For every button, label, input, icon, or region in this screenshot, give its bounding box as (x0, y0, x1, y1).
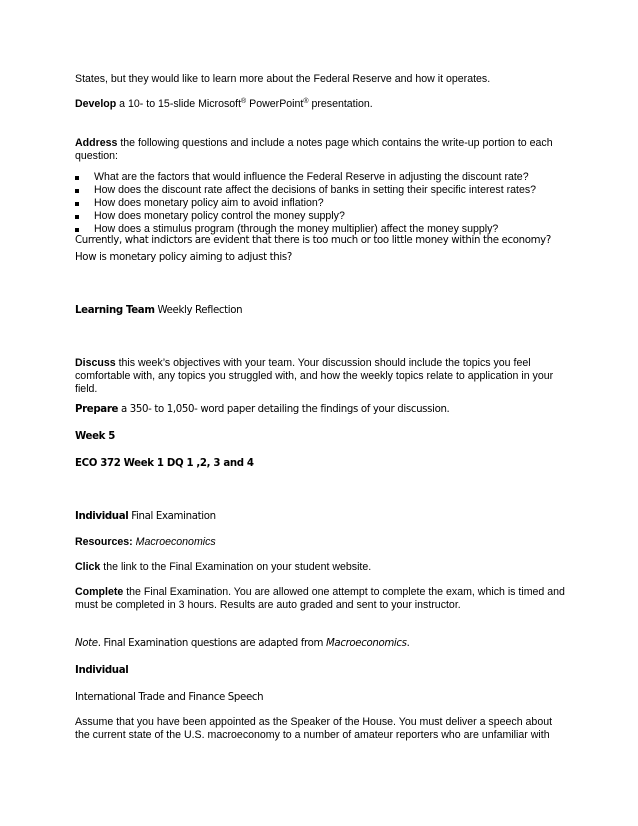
prepare-label: Prepare (75, 404, 119, 415)
intl-heading (75, 692, 263, 703)
individual-final-heading (75, 511, 216, 522)
prepare-line (75, 404, 449, 415)
individual-final-text: Final Examination (128, 511, 216, 522)
resources-book: Macroeconomics (135, 536, 216, 548)
bullet-icon (75, 228, 79, 232)
discuss-text-3: field. (75, 383, 98, 395)
currently-line (75, 235, 551, 246)
complete-line-2 (75, 599, 461, 611)
individual-text: Individual (75, 665, 129, 676)
resources-label: Resources: (75, 536, 133, 548)
discuss-line-2 (75, 370, 553, 382)
currently-text: Currently, what indictors are evident that there is too much or too little money within the economy? (75, 235, 551, 246)
howis-text: How is monetary policy aiming to adjust this? (75, 252, 292, 263)
week5-text: Week 5 (75, 431, 116, 442)
prepare-text: a 350- to 1,050- word paper detailing the findings of your discussion. (118, 404, 450, 415)
address-line (75, 137, 553, 149)
assume-line (75, 716, 552, 728)
bullet-icon (75, 176, 79, 180)
click-label: Click (75, 561, 101, 573)
discuss-text-2: comfortable with, any topics you struggled with, and how the weekly topics relate to application in your (75, 370, 554, 382)
registered-mark: ® (241, 98, 247, 105)
note-end: . (406, 638, 410, 649)
howis-line (75, 252, 292, 263)
learning-team-label: Learning Team (75, 305, 155, 316)
bullet-icon (75, 202, 79, 206)
week5-heading (75, 431, 115, 442)
eco-heading (75, 458, 254, 469)
intro-text: States, but they would like to learn more about the Federal Reserve and how it operates. (75, 73, 491, 85)
bullet-text: How does monetary policy control the money supply? (94, 210, 345, 222)
discuss-line-3 (75, 383, 97, 395)
bullet-text: How does monetary policy aim to avoid inflation? (94, 197, 324, 209)
complete-label: Complete (75, 586, 124, 598)
registered-mark: ® (303, 98, 309, 105)
eco-text: ECO 372 Week 1 DQ 1 ,2, 3 and 4 (75, 458, 254, 469)
discuss-line (75, 357, 531, 369)
intro-line (75, 73, 490, 85)
discuss-label: Discuss (75, 357, 116, 369)
bullet-icon (75, 189, 79, 193)
develop-text-c: presentation. (308, 98, 373, 110)
address-text-2: question: (75, 150, 118, 162)
complete-line (75, 586, 565, 598)
assume-text-2: the current state of the U.S. macroeconomy to a number of amateur reporters who are unfamiliar with (75, 729, 550, 741)
bullet-text: How does the discount rate affect the decisions of banks in setting their specific interest rates? (94, 184, 537, 196)
bullet-icon (75, 215, 79, 219)
intl-text: International Trade and Finance Speech (75, 692, 264, 703)
note-text: . Final Examination questions are adapted from (97, 638, 326, 649)
develop-label: Develop (75, 98, 117, 110)
develop-text-a: a 10- to 15-slide Microsoft (116, 98, 242, 110)
bullet-text: How does a stimulus program (through the money multiplier) affect the money supply? (94, 223, 499, 235)
individual-label: Individual (75, 511, 129, 522)
complete-text: the Final Examination. You are allowed one attempt to complete the exam, which is timed and (123, 586, 565, 598)
assume-text: Assume that you have been appointed as the Speaker of the House. You must deliver a speech about (75, 716, 553, 728)
click-text: the link to the Final Examination on your student website. (100, 561, 372, 573)
address-label: Address (75, 137, 118, 149)
address-line-2 (75, 150, 118, 162)
assume-line-2 (75, 729, 550, 741)
develop-line (75, 98, 373, 110)
address-text: the following questions and include a notes page which contains the write-up portion to each (117, 137, 553, 149)
note-book: Macroeconomics (325, 638, 407, 649)
note-line (75, 638, 410, 649)
learning-team-heading (75, 305, 242, 316)
learning-team-text: Weekly Reflection (154, 305, 243, 316)
resources-line (75, 536, 216, 548)
bullet-text: What are the factors that would influence the Federal Reserve in adjusting the discount rate? (94, 171, 529, 183)
develop-text-b: PowerPoint (246, 98, 304, 110)
complete-text-2: must be completed in 3 hours. Results are auto graded and sent to your instructor. (75, 599, 461, 611)
discuss-text: this week’s objectives with your team. Your discussion should include the topics you feel (115, 357, 531, 369)
note-label: Note (75, 638, 98, 649)
click-line (75, 561, 371, 573)
individual-heading (75, 665, 128, 676)
